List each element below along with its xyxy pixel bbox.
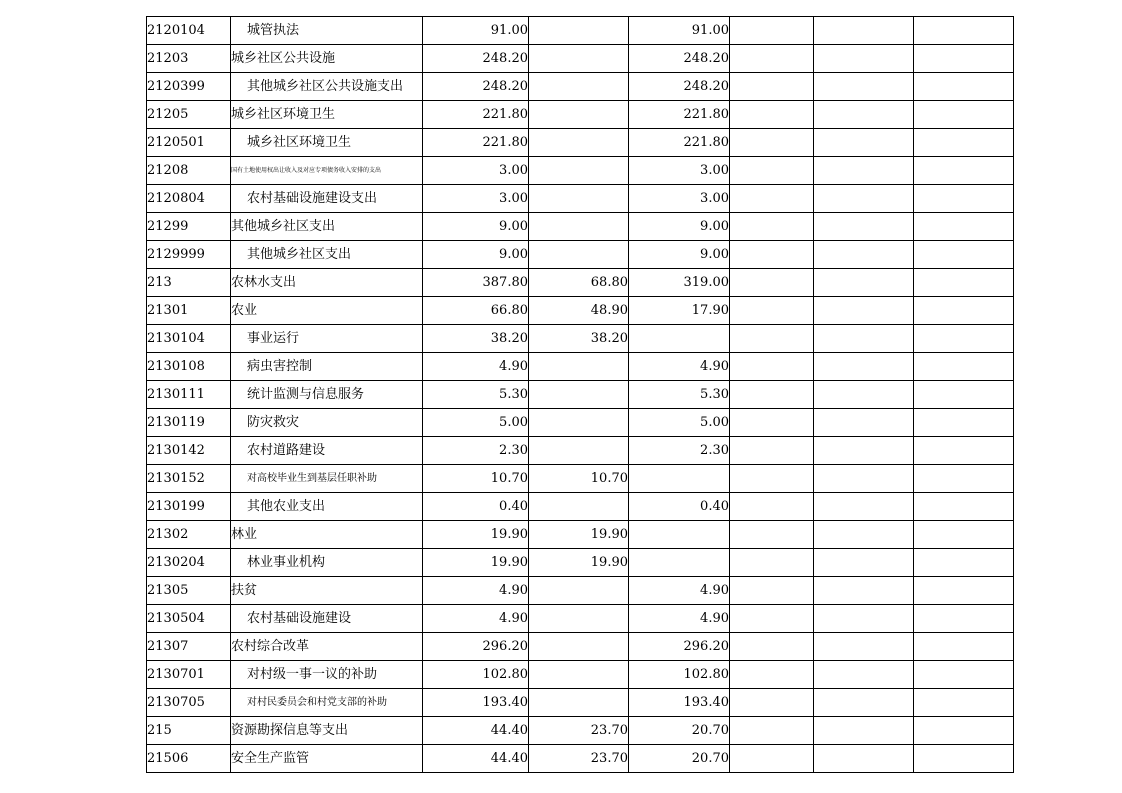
row-empty-cell <box>730 269 814 297</box>
row-project: 296.20 <box>629 633 730 661</box>
row-empty-cell <box>914 577 1014 605</box>
row-empty-cell <box>730 213 814 241</box>
row-basic <box>529 605 629 633</box>
row-basic: 23.70 <box>529 745 629 773</box>
row-empty-cell <box>914 129 1014 157</box>
row-project: 3.00 <box>629 157 730 185</box>
table-row <box>147 465 1014 493</box>
row-empty-cell <box>914 353 1014 381</box>
row-empty-cell <box>730 297 814 325</box>
row-total: 10.70 <box>423 465 529 493</box>
row-empty-cell <box>730 157 814 185</box>
row-empty-cell <box>814 689 914 717</box>
budget-table <box>146 16 1014 773</box>
row-basic: 19.90 <box>529 549 629 577</box>
table-row <box>147 745 1014 773</box>
row-empty-cell <box>814 101 914 129</box>
row-empty-cell <box>730 689 814 717</box>
row-name: 对高校毕业生到基层任职补助 <box>231 465 423 493</box>
row-basic: 68.80 <box>529 269 629 297</box>
row-basic <box>529 409 629 437</box>
row-empty-cell <box>914 101 1014 129</box>
row-project <box>629 549 730 577</box>
row-project: 4.90 <box>629 353 730 381</box>
row-total: 296.20 <box>423 633 529 661</box>
row-empty-cell <box>730 437 814 465</box>
row-name: 资源勘探信息等支出 <box>231 717 423 745</box>
row-name: 城乡社区公共设施 <box>231 45 423 73</box>
row-empty-cell <box>730 101 814 129</box>
row-empty-cell <box>914 241 1014 269</box>
row-total: 66.80 <box>423 297 529 325</box>
row-empty-cell <box>730 717 814 745</box>
row-empty-cell <box>914 493 1014 521</box>
table-row <box>147 129 1014 157</box>
row-total: 387.80 <box>423 269 529 297</box>
row-basic <box>529 157 629 185</box>
row-total: 9.00 <box>423 241 529 269</box>
row-project <box>629 465 730 493</box>
row-total: 19.90 <box>423 521 529 549</box>
row-empty-cell <box>730 465 814 493</box>
table-row <box>147 437 1014 465</box>
table-row <box>147 633 1014 661</box>
row-name: 农林水支出 <box>231 269 423 297</box>
row-empty-cell <box>814 213 914 241</box>
row-name: 统计监测与信息服务 <box>231 381 423 409</box>
row-empty-cell <box>814 185 914 213</box>
table-row <box>147 297 1014 325</box>
row-name: 城乡社区环境卫生 <box>231 129 423 157</box>
row-empty-cell <box>730 353 814 381</box>
table-row <box>147 493 1014 521</box>
row-total: 19.90 <box>423 549 529 577</box>
row-empty-cell <box>814 661 914 689</box>
row-empty-cell <box>730 577 814 605</box>
row-name: 其他城乡社区支出 <box>231 213 423 241</box>
row-empty-cell <box>730 381 814 409</box>
row-empty-cell <box>730 45 814 73</box>
row-project: 248.20 <box>629 45 730 73</box>
row-basic <box>529 633 629 661</box>
row-name: 林业事业机构 <box>231 549 423 577</box>
row-empty-cell <box>730 605 814 633</box>
row-basic <box>529 493 629 521</box>
row-empty-cell <box>814 605 914 633</box>
row-total: 248.20 <box>423 45 529 73</box>
table-row <box>147 521 1014 549</box>
row-project: 319.00 <box>629 269 730 297</box>
row-empty-cell <box>914 549 1014 577</box>
row-empty-cell <box>814 297 914 325</box>
row-total: 0.40 <box>423 493 529 521</box>
row-empty-cell <box>730 633 814 661</box>
row-empty-cell <box>730 661 814 689</box>
row-total: 5.30 <box>423 381 529 409</box>
row-basic: 10.70 <box>529 465 629 493</box>
row-name: 农村综合改革 <box>231 633 423 661</box>
row-code: 21302 <box>147 521 231 549</box>
row-total: 2.30 <box>423 437 529 465</box>
row-total: 248.20 <box>423 73 529 101</box>
row-empty-cell <box>914 381 1014 409</box>
row-code: 21307 <box>147 633 231 661</box>
table-row <box>147 381 1014 409</box>
table-row <box>147 45 1014 73</box>
row-code: 215 <box>147 717 231 745</box>
row-total: 102.80 <box>423 661 529 689</box>
row-name: 国有土地使用权出让收入及对应专项债务收入安排的支出 <box>231 157 423 185</box>
row-empty-cell <box>814 17 914 45</box>
row-code: 2130152 <box>147 465 231 493</box>
row-code: 2130119 <box>147 409 231 437</box>
row-empty-cell <box>814 269 914 297</box>
row-name: 农村基础设施建设支出 <box>231 185 423 213</box>
row-empty-cell <box>814 745 914 773</box>
row-name: 农村基础设施建设 <box>231 605 423 633</box>
row-project: 5.30 <box>629 381 730 409</box>
row-name: 城管执法 <box>231 17 423 45</box>
row-basic <box>529 689 629 717</box>
row-code: 2130204 <box>147 549 231 577</box>
row-project: 17.90 <box>629 297 730 325</box>
row-basic <box>529 661 629 689</box>
row-code: 21299 <box>147 213 231 241</box>
row-code: 2120104 <box>147 17 231 45</box>
row-name: 其他城乡社区公共设施支出 <box>231 73 423 101</box>
row-basic: 38.20 <box>529 325 629 353</box>
row-basic: 23.70 <box>529 717 629 745</box>
row-code: 2120804 <box>147 185 231 213</box>
row-empty-cell <box>914 213 1014 241</box>
row-code: 2130199 <box>147 493 231 521</box>
row-project: 4.90 <box>629 577 730 605</box>
row-basic <box>529 185 629 213</box>
row-empty-cell <box>914 661 1014 689</box>
table-row <box>147 605 1014 633</box>
row-name: 其他城乡社区支出 <box>231 241 423 269</box>
row-code: 2130108 <box>147 353 231 381</box>
table-row <box>147 549 1014 577</box>
row-total: 44.40 <box>423 745 529 773</box>
row-empty-cell <box>730 73 814 101</box>
row-empty-cell <box>914 157 1014 185</box>
row-code: 2120399 <box>147 73 231 101</box>
row-name: 农村道路建设 <box>231 437 423 465</box>
row-empty-cell <box>814 437 914 465</box>
row-project: 2.30 <box>629 437 730 465</box>
row-code: 21305 <box>147 577 231 605</box>
row-empty-cell <box>814 633 914 661</box>
row-empty-cell <box>814 45 914 73</box>
row-empty-cell <box>730 129 814 157</box>
row-empty-cell <box>814 353 914 381</box>
row-project: 4.90 <box>629 605 730 633</box>
row-code: 21506 <box>147 745 231 773</box>
table-row <box>147 661 1014 689</box>
row-basic <box>529 241 629 269</box>
row-empty-cell <box>814 325 914 353</box>
row-code: 21301 <box>147 297 231 325</box>
row-basic <box>529 101 629 129</box>
row-total: 38.20 <box>423 325 529 353</box>
row-empty-cell <box>914 521 1014 549</box>
row-code: 2130142 <box>147 437 231 465</box>
row-total: 3.00 <box>423 157 529 185</box>
table-row <box>147 101 1014 129</box>
table-row <box>147 325 1014 353</box>
table-row <box>147 17 1014 45</box>
row-name: 对村级一事一议的补助 <box>231 661 423 689</box>
row-empty-cell <box>814 381 914 409</box>
row-project: 221.80 <box>629 101 730 129</box>
row-total: 4.90 <box>423 605 529 633</box>
row-empty-cell <box>914 745 1014 773</box>
row-project: 9.00 <box>629 213 730 241</box>
row-empty-cell <box>814 493 914 521</box>
row-project: 102.80 <box>629 661 730 689</box>
table-row <box>147 185 1014 213</box>
row-total: 44.40 <box>423 717 529 745</box>
row-empty-cell <box>814 157 914 185</box>
row-empty-cell <box>814 549 914 577</box>
row-basic <box>529 17 629 45</box>
row-code: 213 <box>147 269 231 297</box>
row-project <box>629 521 730 549</box>
row-total: 221.80 <box>423 129 529 157</box>
row-total: 91.00 <box>423 17 529 45</box>
row-name: 其他农业支出 <box>231 493 423 521</box>
row-name: 安全生产监管 <box>231 745 423 773</box>
row-code: 2130111 <box>147 381 231 409</box>
row-empty-cell <box>730 241 814 269</box>
table-row <box>147 717 1014 745</box>
row-empty-cell <box>814 409 914 437</box>
row-code: 2130104 <box>147 325 231 353</box>
table-row <box>147 213 1014 241</box>
row-empty-cell <box>914 605 1014 633</box>
row-name: 事业运行 <box>231 325 423 353</box>
row-name: 农业 <box>231 297 423 325</box>
row-project: 91.00 <box>629 17 730 45</box>
row-empty-cell <box>914 17 1014 45</box>
row-empty-cell <box>730 17 814 45</box>
row-name: 城乡社区环境卫生 <box>231 101 423 129</box>
row-empty-cell <box>814 717 914 745</box>
table-row <box>147 157 1014 185</box>
row-total: 221.80 <box>423 101 529 129</box>
row-basic <box>529 381 629 409</box>
row-basic <box>529 73 629 101</box>
row-basic <box>529 129 629 157</box>
row-empty-cell <box>914 45 1014 73</box>
row-basic <box>529 45 629 73</box>
table-row <box>147 353 1014 381</box>
row-empty-cell <box>814 129 914 157</box>
row-basic <box>529 213 629 241</box>
row-project: 20.70 <box>629 717 730 745</box>
row-name: 病虫害控制 <box>231 353 423 381</box>
row-project: 0.40 <box>629 493 730 521</box>
table-row <box>147 577 1014 605</box>
row-empty-cell <box>814 521 914 549</box>
row-empty-cell <box>730 409 814 437</box>
table-row <box>147 409 1014 437</box>
row-empty-cell <box>914 297 1014 325</box>
row-empty-cell <box>730 325 814 353</box>
row-code: 2120501 <box>147 129 231 157</box>
row-name: 对村民委员会和村党支部的补助 <box>231 689 423 717</box>
row-project <box>629 325 730 353</box>
row-project: 193.40 <box>629 689 730 717</box>
budget-table-body <box>147 17 1014 773</box>
row-project: 5.00 <box>629 409 730 437</box>
row-basic: 19.90 <box>529 521 629 549</box>
row-basic <box>529 353 629 381</box>
row-project: 20.70 <box>629 745 730 773</box>
row-empty-cell <box>914 689 1014 717</box>
row-project: 248.20 <box>629 73 730 101</box>
row-empty-cell <box>914 465 1014 493</box>
row-code: 2130504 <box>147 605 231 633</box>
row-basic <box>529 577 629 605</box>
row-project: 9.00 <box>629 241 730 269</box>
row-code: 21205 <box>147 101 231 129</box>
row-empty-cell <box>914 437 1014 465</box>
row-empty-cell <box>814 465 914 493</box>
row-empty-cell <box>914 269 1014 297</box>
table-row <box>147 269 1014 297</box>
row-code: 2130705 <box>147 689 231 717</box>
row-name: 扶贫 <box>231 577 423 605</box>
row-total: 9.00 <box>423 213 529 241</box>
row-project: 3.00 <box>629 185 730 213</box>
row-empty-cell <box>914 73 1014 101</box>
row-code: 21203 <box>147 45 231 73</box>
row-empty-cell <box>730 185 814 213</box>
row-empty-cell <box>730 745 814 773</box>
row-basic: 48.90 <box>529 297 629 325</box>
table-row <box>147 73 1014 101</box>
row-empty-cell <box>814 73 914 101</box>
table-row <box>147 241 1014 269</box>
row-empty-cell <box>814 577 914 605</box>
row-code: 2130701 <box>147 661 231 689</box>
row-empty-cell <box>914 633 1014 661</box>
row-basic <box>529 437 629 465</box>
row-empty-cell <box>730 549 814 577</box>
table-row <box>147 689 1014 717</box>
row-empty-cell <box>914 325 1014 353</box>
row-empty-cell <box>730 493 814 521</box>
row-empty-cell <box>914 185 1014 213</box>
row-total: 5.00 <box>423 409 529 437</box>
row-total: 4.90 <box>423 577 529 605</box>
row-code: 2129999 <box>147 241 231 269</box>
row-name: 林业 <box>231 521 423 549</box>
row-total: 193.40 <box>423 689 529 717</box>
row-empty-cell <box>914 409 1014 437</box>
row-empty-cell <box>914 717 1014 745</box>
row-empty-cell <box>730 521 814 549</box>
row-empty-cell <box>814 241 914 269</box>
row-total: 3.00 <box>423 185 529 213</box>
row-project: 221.80 <box>629 129 730 157</box>
row-total: 4.90 <box>423 353 529 381</box>
row-name: 防灾救灾 <box>231 409 423 437</box>
row-code: 21208 <box>147 157 231 185</box>
